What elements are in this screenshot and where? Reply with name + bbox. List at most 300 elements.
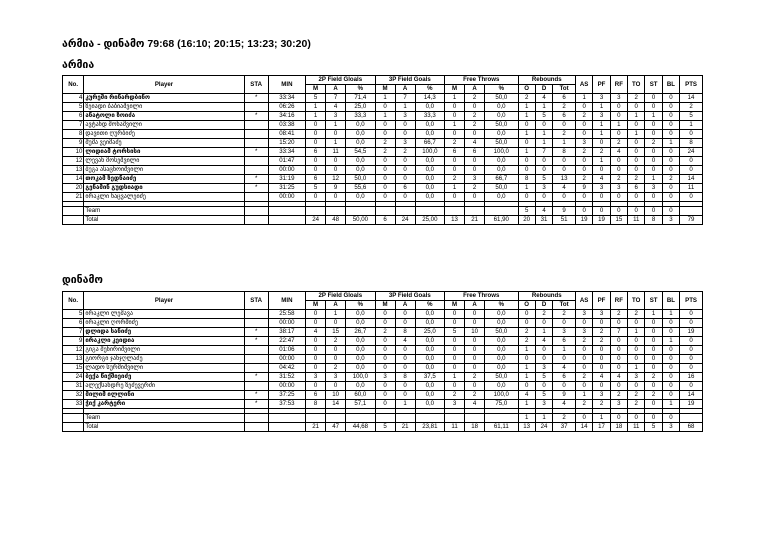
stat-cell: 9 [575, 184, 592, 193]
away-team-stats-table [62, 291, 703, 432]
stat-cell: 2 [445, 139, 465, 148]
stat-cell: 2 [628, 310, 645, 319]
stat-cell: 13 [553, 175, 576, 184]
stat-cell: 0 [610, 157, 627, 166]
stat-cell: 19 [680, 400, 703, 409]
stat-cell: 0 [375, 319, 395, 328]
stat-cell: 0 [680, 130, 703, 139]
stat-cell: 5 [306, 184, 326, 193]
player-name: ირაკლი ნაცვალეიძე [84, 193, 244, 202]
stat-cell: 0 [575, 121, 592, 130]
stat-cell: 0 [518, 139, 535, 148]
stat-cell: 0 [395, 130, 415, 139]
stat-cell: 1 [628, 364, 645, 373]
stat-cell: 0,0 [485, 130, 518, 139]
col-subheader-a: A [395, 85, 415, 94]
stat-cell: 0 [610, 337, 627, 346]
stat-cell: 0 [518, 193, 535, 202]
stat-cell: 61,11 [485, 423, 518, 432]
stat-cell: 20 [518, 216, 535, 225]
stat-cell: 14 [680, 94, 703, 103]
starter-mark-empty [244, 414, 268, 423]
stat-cell: 0 [628, 346, 645, 355]
stat-cell: 0 [306, 346, 326, 355]
stat-cell: 8 [645, 216, 662, 225]
stat-cell: 0 [465, 310, 485, 319]
stat-cell: 0 [575, 414, 592, 423]
stat-cell [680, 414, 703, 423]
col-header-as: AS [575, 292, 592, 310]
stat-cell: 14 [575, 423, 592, 432]
stat-cell: 0 [628, 319, 645, 328]
stat-cell: 1 [518, 112, 535, 121]
stat-cell: 0 [465, 355, 485, 364]
stat-cell: 100,0 [485, 391, 518, 400]
stat-cell: 0 [535, 346, 552, 355]
player-row [63, 346, 703, 355]
player-row [63, 310, 703, 319]
stat-cell: 4 [593, 175, 610, 184]
stat-cell: 0 [662, 130, 679, 139]
player-row [63, 382, 703, 391]
col-subheader-d: D [535, 85, 552, 94]
stat-cell: 0 [610, 382, 627, 391]
stat-cell: 2 [575, 112, 592, 121]
stat-cell: 0 [662, 112, 679, 121]
stat-cell: 0 [375, 184, 395, 193]
stat-cell [485, 207, 518, 216]
stat-cell: 0 [375, 166, 395, 175]
starter-mark [244, 319, 268, 328]
stat-cell: 25,0 [346, 103, 375, 112]
player-name: მუშა ვეიმაძე [84, 139, 244, 148]
stat-cell: 0 [306, 166, 326, 175]
col-subheader-pct: % [415, 301, 444, 310]
col-header-as: AS [575, 76, 592, 94]
player-row [63, 139, 703, 148]
minutes: 38:17 [268, 328, 305, 337]
stat-cell: 0 [645, 400, 662, 409]
stat-cell: 0,0 [485, 166, 518, 175]
stat-cell: 0 [445, 166, 465, 175]
stat-cell: 0 [445, 355, 465, 364]
stat-cell: 26,7 [346, 328, 375, 337]
stat-cell: 31 [535, 216, 552, 225]
stat-cell [445, 207, 465, 216]
stat-cell: 0 [465, 157, 485, 166]
stat-cell: 21 [465, 216, 485, 225]
row-label: Total [84, 423, 244, 432]
stat-cell: 0 [610, 166, 627, 175]
stat-cell: 8 [518, 175, 535, 184]
stat-cell: 7 [326, 94, 346, 103]
col-subheader-m: M [306, 301, 326, 310]
col-subheader-a: A [395, 301, 415, 310]
stat-cell: 0 [593, 364, 610, 373]
stat-cell: 6 [395, 184, 415, 193]
stat-cell: 0 [645, 157, 662, 166]
minutes: 31:25 [268, 184, 305, 193]
stat-cell [326, 414, 346, 423]
stat-cell [326, 207, 346, 216]
stat-cell: 0 [662, 391, 679, 400]
stat-cell: 0 [662, 94, 679, 103]
stat-cell: 0 [518, 382, 535, 391]
starter-mark: * [244, 112, 268, 121]
stat-cell: 2 [610, 391, 627, 400]
stat-cell: 0 [662, 193, 679, 202]
stat-cell: 0,0 [415, 310, 444, 319]
stat-cell: 0,0 [485, 355, 518, 364]
stat-cell: 0 [375, 175, 395, 184]
row-number-empty [63, 207, 84, 216]
stat-cell: 0,0 [346, 310, 375, 319]
stat-cell: 6 [465, 148, 485, 157]
starter-mark [244, 103, 268, 112]
stat-cell: 19 [680, 328, 703, 337]
starter-mark: * [244, 148, 268, 157]
stat-cell: 55,6 [346, 184, 375, 193]
stat-cell: 0 [662, 207, 679, 216]
stat-cell: 1 [535, 103, 552, 112]
stat-cell: 0,0 [346, 319, 375, 328]
stat-cell: 3 [593, 94, 610, 103]
stat-cell: 6 [553, 373, 576, 382]
stat-cell: 0 [553, 193, 576, 202]
stat-cell: 4 [395, 337, 415, 346]
player-row [63, 157, 703, 166]
stat-cell: 0,0 [346, 355, 375, 364]
stat-cell: 0 [628, 207, 645, 216]
stat-cell: 0 [553, 382, 576, 391]
minutes: 00:00 [268, 319, 305, 328]
stat-cell: 2 [645, 391, 662, 400]
stat-cell: 2 [553, 130, 576, 139]
stat-cell: 0 [593, 346, 610, 355]
stat-cell: 3 [575, 139, 592, 148]
stat-cell: 3 [593, 184, 610, 193]
col-header-rf: RF [610, 292, 627, 310]
team-row [63, 207, 703, 216]
stat-cell: 0 [593, 382, 610, 391]
starter-mark: * [244, 400, 268, 409]
player-row [63, 166, 703, 175]
stat-cell: 6 [628, 184, 645, 193]
stat-cell: 0,0 [346, 193, 375, 202]
stat-cell: 50,0 [485, 328, 518, 337]
stat-cell: 0 [645, 166, 662, 175]
stat-cell: 0 [628, 148, 645, 157]
stat-cell: 0 [518, 310, 535, 319]
stat-cell: 1 [535, 328, 552, 337]
stat-cell: 0,0 [415, 355, 444, 364]
starter-mark: * [244, 175, 268, 184]
starter-mark [244, 382, 268, 391]
col-subheader-o: O [518, 301, 535, 310]
stat-cell: 0 [375, 355, 395, 364]
stat-cell: 0 [662, 373, 679, 382]
minutes: 03:38 [268, 121, 305, 130]
stat-cell: 0,0 [415, 175, 444, 184]
col-subheader-pct: % [485, 85, 518, 94]
stat-cell: 1 [518, 184, 535, 193]
stat-cell: 33,3 [346, 112, 375, 121]
stat-cell: 0 [628, 355, 645, 364]
stat-cell: 1 [535, 130, 552, 139]
col-header-min: MIN [268, 292, 305, 310]
stat-cell: 0 [680, 364, 703, 373]
stat-cell: 0 [535, 382, 552, 391]
minutes: 00:00 [268, 166, 305, 175]
stat-cell: 0,0 [415, 337, 444, 346]
stat-cell: 0 [662, 382, 679, 391]
stat-cell: 3 [610, 94, 627, 103]
row-label: Team [84, 414, 244, 423]
stat-cell: 0 [395, 346, 415, 355]
stat-cell: 0 [535, 319, 552, 328]
stat-cell: 50,0 [485, 94, 518, 103]
player-name: თოკამ ზედნაიძე [84, 175, 244, 184]
stat-cell: 0 [575, 364, 592, 373]
stat-cell: 0 [662, 184, 679, 193]
stat-cell: 0 [553, 319, 576, 328]
stat-cell: 50,0 [346, 175, 375, 184]
player-number: 13 [63, 166, 84, 175]
stat-cell: 25,0 [415, 328, 444, 337]
stat-cell: 5 [306, 94, 326, 103]
stat-cell: 2 [628, 391, 645, 400]
stat-cell: 24 [535, 423, 552, 432]
player-row [63, 319, 703, 328]
player-row [63, 175, 703, 184]
stat-cell: 0 [518, 157, 535, 166]
stat-cell: 0 [628, 139, 645, 148]
stat-cell: 0 [445, 337, 465, 346]
stat-cell: 2 [518, 337, 535, 346]
total-row [63, 216, 703, 225]
player-number: 4 [63, 94, 84, 103]
stat-cell: 0 [680, 157, 703, 166]
player-name: გენამინ გუდსიადი [84, 184, 244, 193]
stat-cell: 100,0 [415, 148, 444, 157]
stat-cell: 2 [610, 310, 627, 319]
stat-cell: 0,0 [485, 103, 518, 112]
stat-cell: 0 [306, 157, 326, 166]
player-number: 12 [63, 157, 84, 166]
stat-cell: 0 [465, 166, 485, 175]
stat-cell: 0,0 [346, 166, 375, 175]
stat-cell: 0 [575, 346, 592, 355]
player-name: ლიდიამ ტორსისი [84, 148, 244, 157]
stat-cell: 2 [465, 184, 485, 193]
col-subheader-m: M [375, 301, 395, 310]
stat-cell: 100,0 [485, 148, 518, 157]
stat-cell: 0 [306, 130, 326, 139]
stat-cell [680, 207, 703, 216]
col-header-pf: PF [593, 76, 610, 94]
starter-mark: * [244, 337, 268, 346]
stat-cell: 3 [593, 112, 610, 121]
starter-mark-empty [244, 216, 268, 225]
player-name: დავითი ღურბიძე [84, 130, 244, 139]
stat-cell: 0 [645, 355, 662, 364]
stat-cell: 0,0 [415, 166, 444, 175]
player-number: 24 [63, 373, 84, 382]
stat-cell: 6 [553, 94, 576, 103]
stat-cell: 0 [375, 310, 395, 319]
stat-cell: 0 [645, 382, 662, 391]
minutes: 01:06 [268, 346, 305, 355]
minutes: 22:47 [268, 337, 305, 346]
stat-cell: 16 [680, 373, 703, 382]
stat-cell [445, 414, 465, 423]
stat-cell: 1 [518, 346, 535, 355]
stat-cell: 0 [445, 319, 465, 328]
col-subheader-a: A [465, 85, 485, 94]
col-header-ft: Free Throws [445, 292, 518, 301]
stat-cell: 4 [593, 373, 610, 382]
stat-cell: 8 [395, 373, 415, 382]
player-name: გიორგი ჯანჯღლაძე [84, 355, 244, 364]
stat-cell: 2 [375, 148, 395, 157]
player-number: 15 [63, 364, 84, 373]
col-header-st: ST [645, 76, 662, 94]
player-row [63, 184, 703, 193]
player-name: ირაკლი კეიდია [84, 337, 244, 346]
stat-cell: 5 [535, 112, 552, 121]
stat-cell: 57,1 [346, 400, 375, 409]
player-name: გიგა მეხირიშვილი [84, 346, 244, 355]
col-header-fg3: 3P Field Goals [375, 76, 444, 85]
stat-cell: 2 [553, 414, 576, 423]
player-number: 33 [63, 400, 84, 409]
stat-cell: 0,0 [346, 130, 375, 139]
stat-cell: 1 [645, 175, 662, 184]
stat-cell: 0,0 [485, 193, 518, 202]
stat-cell [306, 207, 326, 216]
stat-cell: 8 [395, 328, 415, 337]
stat-cell: 7 [610, 328, 627, 337]
team-name-home: არმია [62, 59, 95, 71]
stat-cell: 0 [535, 157, 552, 166]
stat-cell: 66,7 [485, 175, 518, 184]
stat-cell: 2 [465, 112, 485, 121]
minutes: 00:00 [268, 382, 305, 391]
player-number: 14 [63, 175, 84, 184]
stat-cell: 2 [518, 328, 535, 337]
stat-cell: 2 [445, 391, 465, 400]
starter-mark: * [244, 94, 268, 103]
starter-mark [244, 130, 268, 139]
stat-cell: 0 [628, 166, 645, 175]
stat-cell: 0 [445, 382, 465, 391]
stat-cell: 0 [662, 328, 679, 337]
stat-cell: 0 [518, 355, 535, 364]
stat-cell: 2 [553, 103, 576, 112]
stat-cell: 1 [326, 310, 346, 319]
stat-cell: 0 [465, 193, 485, 202]
stat-cell: 6 [553, 112, 576, 121]
stat-cell: 0,0 [415, 130, 444, 139]
stat-cell: 0 [306, 139, 326, 148]
stat-cell: 0 [465, 103, 485, 112]
stat-cell: 4 [535, 207, 552, 216]
stat-cell: 0 [680, 193, 703, 202]
stat-cell: 2 [610, 139, 627, 148]
col-subheader-pct: % [346, 301, 375, 310]
minutes: 37:25 [268, 391, 305, 400]
stat-cell: 37,5 [415, 373, 444, 382]
stat-cell: 1 [662, 139, 679, 148]
stat-cell: 0 [375, 130, 395, 139]
stat-cell: 0 [326, 193, 346, 202]
stat-cell: 0 [645, 121, 662, 130]
stat-cell: 0 [575, 166, 592, 175]
stat-cell [375, 207, 395, 216]
stat-cell: 0 [628, 193, 645, 202]
stat-cell: 79 [680, 216, 703, 225]
stat-cell: 0 [628, 103, 645, 112]
stat-cell: 0 [610, 103, 627, 112]
starter-mark [244, 121, 268, 130]
player-number: 10 [63, 148, 84, 157]
col-subheader-m: M [445, 85, 465, 94]
stat-cell: 1 [395, 103, 415, 112]
starter-mark [244, 166, 268, 175]
row-number-empty [63, 216, 84, 225]
starter-mark-empty [244, 207, 268, 216]
stat-cell [465, 414, 485, 423]
stat-cell: 1 [575, 94, 592, 103]
stat-cell: 1 [628, 328, 645, 337]
stat-cell: 1 [535, 139, 552, 148]
stat-cell: 13 [518, 423, 535, 432]
stat-cell: 11 [326, 148, 346, 157]
stat-cell: 7 [535, 148, 552, 157]
stat-cell: 3 [395, 139, 415, 148]
col-header-pts: PTS [680, 292, 703, 310]
stat-cell: 8 [680, 139, 703, 148]
minutes: 33:34 [268, 148, 305, 157]
minutes-empty [268, 414, 305, 423]
stat-cell: 2 [575, 400, 592, 409]
stat-cell: 0 [610, 319, 627, 328]
stat-cell: 2 [593, 328, 610, 337]
stat-cell: 1 [518, 364, 535, 373]
stat-cell: 61,90 [485, 216, 518, 225]
stat-cell: 1 [610, 121, 627, 130]
player-row [63, 328, 703, 337]
starter-mark: * [244, 391, 268, 400]
stat-cell: 0 [575, 207, 592, 216]
player-row [63, 112, 703, 121]
stat-cell: 50,00 [346, 216, 375, 225]
stat-cell: 2 [645, 139, 662, 148]
minutes: 37:53 [268, 400, 305, 409]
stat-cell: 0 [326, 157, 346, 166]
stat-cell: 1 [553, 346, 576, 355]
stat-cell: 0 [610, 346, 627, 355]
stat-cell: 0 [445, 157, 465, 166]
stat-cell: 2 [375, 328, 395, 337]
col-subheader-pct: % [485, 301, 518, 310]
stat-cell: 0 [610, 130, 627, 139]
col-subheader-a: A [465, 301, 485, 310]
stat-cell: 1 [553, 139, 576, 148]
stat-cell: 4 [465, 139, 485, 148]
stat-cell: 0,0 [485, 112, 518, 121]
starter-mark [244, 139, 268, 148]
